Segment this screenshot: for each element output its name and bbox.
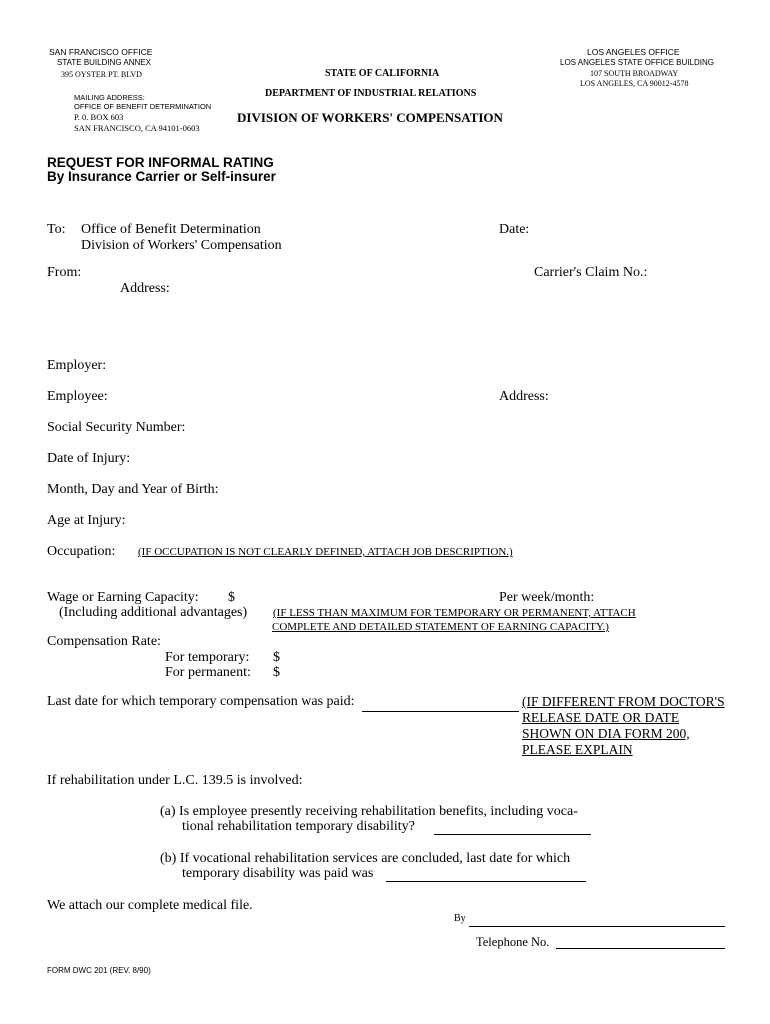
sf-office-building: STATE BUILDING ANNEX bbox=[57, 58, 151, 67]
wage-note-line1: (IF LESS THAN MAXIMUM FOR TEMPORARY OR PERMANENT, ATTACH bbox=[273, 607, 636, 619]
medical-file-statement: We attach our complete medical file. bbox=[47, 898, 253, 913]
permanent-rate-label: For permanent: bbox=[165, 665, 251, 680]
last-date-note-1: (IF DIFFERENT FROM DOCTOR'S bbox=[522, 694, 725, 709]
last-date-note-2: RELEASE DATE OR DATE bbox=[522, 710, 680, 725]
state-heading: STATE OF CALIFORNIA bbox=[325, 68, 440, 79]
occupation-label: Occupation: bbox=[47, 544, 116, 559]
last-date-note-4: PLEASE EXPLAIN bbox=[522, 742, 633, 757]
occupation-note: (IF OCCUPATION IS NOT CLEARLY DEFINED, ATTACH JOB DESCRIPTION.) bbox=[138, 546, 513, 558]
rehab-question-a-line2: tional rehabilitation temporary disability? bbox=[182, 819, 415, 834]
rehab-answer-b-field[interactable] bbox=[386, 881, 586, 882]
permanent-dollar: $ bbox=[273, 665, 280, 680]
sf-office-title: SAN FRANCISCO OFFICE bbox=[49, 47, 153, 57]
sf-office-street: 395 OYSTER PT. BLVD bbox=[61, 70, 142, 79]
last-date-field[interactable] bbox=[362, 711, 519, 712]
la-office-building: LOS ANGELES STATE OFFICE BUILDING bbox=[560, 58, 714, 67]
from-address-label: Address: bbox=[120, 281, 170, 296]
employee-address-label: Address: bbox=[499, 389, 549, 404]
mailing-label: MAILING ADDRESS: bbox=[74, 93, 145, 102]
ssn-label: Social Security Number: bbox=[47, 420, 186, 435]
to-line1: Office of Benefit Determination bbox=[81, 222, 261, 237]
last-date-label: Last date for which temporary compensation was paid: bbox=[47, 694, 355, 709]
la-office-street: 107 SOUTH BROADWAY bbox=[590, 69, 679, 78]
mailing-city: SAN FRANCISCO, CA 94101-0603 bbox=[74, 123, 200, 133]
temporary-rate-label: For temporary: bbox=[165, 650, 250, 665]
employer-label: Employer: bbox=[47, 358, 107, 373]
claim-number-label: Carrier's Claim No.: bbox=[534, 265, 648, 280]
mailing-box: P. 0. BOX 603 bbox=[74, 112, 124, 122]
rehab-intro: If rehabilitation under L.C. 139.5 is involved: bbox=[47, 773, 303, 788]
department-heading: DEPARTMENT OF INDUSTRIAL RELATIONS bbox=[265, 88, 477, 99]
telephone-field[interactable] bbox=[556, 948, 725, 949]
wage-label: Wage or Earning Capacity: bbox=[47, 590, 199, 605]
by-label: By bbox=[454, 913, 466, 924]
per-week-month-label: Per week/month: bbox=[499, 590, 595, 605]
form-subtitle: By Insurance Carrier or Self-insurer bbox=[47, 169, 276, 184]
signature-field[interactable] bbox=[469, 926, 725, 927]
age-at-injury-label: Age at Injury: bbox=[47, 513, 126, 528]
wage-dollar: $ bbox=[228, 590, 235, 605]
telephone-label: Telephone No. bbox=[476, 935, 550, 949]
to-line2: Division of Workers' Compensation bbox=[81, 238, 282, 253]
birth-date-label: Month, Day and Year of Birth: bbox=[47, 482, 219, 497]
rehab-answer-a-field[interactable] bbox=[434, 834, 591, 835]
wage-note-line2: COMPLETE AND DETAILED STATEMENT OF EARNING CAPACITY.) bbox=[272, 621, 609, 633]
mailing-office: OFFICE OF BENEFIT DETERMINATION bbox=[74, 102, 212, 111]
la-office-title: LOS ANGELES OFFICE bbox=[587, 47, 680, 57]
form-title: REQUEST FOR INFORMAL RATING bbox=[47, 155, 274, 170]
from-label: From: bbox=[47, 265, 82, 280]
employee-label: Employee: bbox=[47, 389, 108, 404]
compensation-rate-label: Compensation Rate: bbox=[47, 634, 161, 649]
date-label: Date: bbox=[499, 222, 530, 237]
date-of-injury-label: Date of Injury: bbox=[47, 451, 131, 466]
additional-advantages-label: (Including additional advantages) bbox=[59, 605, 248, 620]
last-date-note-3: SHOWN ON DIA FORM 200, bbox=[522, 726, 690, 741]
rehab-question-a-line1: (a) Is employee presently receiving rehabilitation benefits, including voca- bbox=[160, 804, 578, 819]
to-label: To: bbox=[47, 222, 66, 237]
la-office-city: LOS ANGELES, CA 90012-4578 bbox=[580, 79, 689, 88]
division-heading: DIVISION OF WORKERS' COMPENSATION bbox=[237, 110, 503, 125]
rehab-question-b-line1: (b) If vocational rehabilitation services are concluded, last date for which bbox=[160, 851, 571, 866]
form-number: FORM DWC 201 (REV. 8/90) bbox=[47, 966, 151, 975]
temporary-dollar: $ bbox=[273, 650, 280, 665]
rehab-question-b-line2: temporary disability was paid was bbox=[182, 866, 374, 881]
